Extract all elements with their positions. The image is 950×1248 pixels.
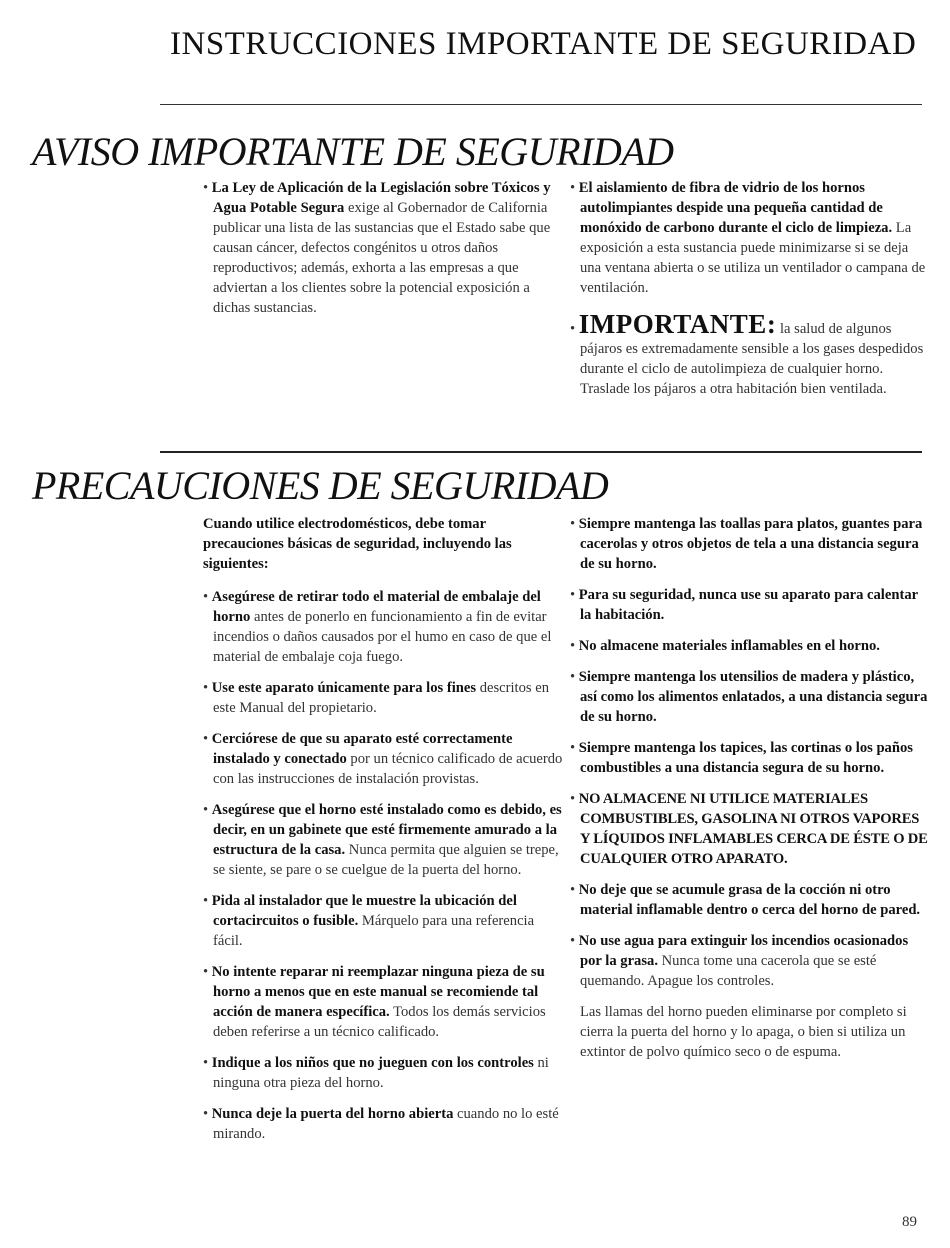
precauciones-left-column: [203, 514, 563, 1155]
aviso-section-title: AVISO IMPORTANTE DE SEGURIDAD: [32, 129, 674, 174]
precaution-text: cuando no lo esté mirando.: [213, 1106, 559, 1142]
aviso-left-column: [203, 178, 563, 329]
precaution-bullet: • Use este aparato únicamente para los fines descritos en este Manual del propietario.: [203, 680, 549, 716]
aviso-bullet-text: exige al Gobernador de California publicar una lista de las sustancias que el Estado sabe que causan cáncer, defectos congénitos u otros daños reproductivos; además, exhorta a las empresas a que adviertan a los clientes sobre la potencial exposición a dichas sustancias.: [213, 200, 551, 316]
aviso-right-column: [570, 178, 930, 410]
precaution-bold-text: Para su seguridad, nunca use su aparato para calentar la habitación.: [578, 587, 918, 623]
precauciones-right-list: [570, 514, 930, 991]
precaution-bold-text: Cerciórese de que su aparato esté correctamente instalado y conectado: [211, 731, 513, 767]
aviso-bullet-california: • La Ley de Aplicación de la Legislación sobre Tóxicos y Agua Potable Segura exige al Gobernador de California publicar una lista de las sustancias que el Estado sabe que causan cáncer, defectos congénitos u otros daños reproductivos; además, exhorta a las empresas a que adviertan a los clientes sobre la potencial exposición a dichas sustancias.: [203, 180, 551, 316]
precaution-bullet: • Siempre mantenga los tapices, las cortinas o los paños combustibles a una distancia segura de su horno.: [570, 740, 913, 776]
precauciones-section-title: PRECAUCIONES DE SEGURIDAD: [32, 463, 609, 508]
aviso-bullet-fiberglass: • El aislamiento de fibra de vidrio de los hornos autolimpiantes despide una pequeña cantidad de monóxido de carbono durante el ciclo de limpieza. La exposición a esta sustancia puede minimizarse si se deja una ventana abierta o se utiliza un ventilador o campana de ventilación.: [570, 180, 926, 296]
precaution-bullet: • Para su seguridad, nunca use su aparato para calentar la habitación.: [570, 587, 918, 623]
precaution-text: Nunca permita que alguien se trepe, se siente, se pare o se cuelgue de la puerta del horno.: [213, 842, 559, 878]
precaution-bold-text: Asegúrese que el horno esté instalado como es debido, es decir, en un gabinete que esté firmemente amurado a la estructura de la casa.: [211, 802, 562, 858]
precaution-bullet: • Cerciórese de que su aparato esté correctamente instalado y conectado por un técnico calificado de acuerdo con las instrucciones de instalación provistas.: [203, 731, 563, 787]
precaution-bold-text: Siempre mantenga las toallas para platos, guantes para cacerolas y otros objetos de tela a una distancia segura de su horno.: [578, 516, 923, 572]
important-label: IMPORTANTE:: [578, 309, 777, 339]
precaution-bullet: • NO ALMACENE NI UTILICE MATERIALES COMBUSTIBLES, GASOLINA NI OTROS VAPORES Y LÍQUIDOS INFLAMABLES CERCA DE ÉSTE O DE CUALQUIER OTRO APARATO.: [570, 791, 928, 867]
precaution-bold-text: Use este aparato únicamente para los fines: [211, 680, 477, 696]
precaution-bullet: • No deje que se acumule grasa de la cocción ni otro material inflamable dentro o cerca del horno de pared.: [570, 882, 921, 918]
precauciones-closing: Las llamas del horno pueden eliminarse por completo si cierra la puerta del horno y lo apaga, o bien si utiliza un extintor de polvo químico seco o de espuma.: [580, 1004, 907, 1060]
precaution-text: Todos los demás servicios deben referirse a un técnico calificado.: [213, 1004, 546, 1040]
aviso-bullet-bold: La Ley de Aplicación de la Legislación sobre Tóxicos y Agua Potable Segura: [211, 180, 551, 216]
precaution-text: ni ninguna otra pieza del horno.: [213, 1055, 549, 1091]
precaution-bullet: • Nunca deje la puerta del horno abierta cuando no lo esté mirando.: [203, 1106, 559, 1142]
precaution-bold-text: Indique a los niños que no jueguen con los controles: [211, 1055, 534, 1071]
page-number: 89: [902, 1214, 917, 1230]
precauciones-right-column: [570, 514, 930, 1073]
precaution-text: antes de ponerlo en funcionamiento a fin de evitar incendios o daños causados por el humo en caso de que el material de embalaje coja fuego.: [213, 609, 552, 665]
header-divider: [160, 104, 922, 105]
precauciones-intro: Cuando utilice electrodomésticos, debe tomar precauciones básicas de seguridad, incluyendo las siguientes:: [203, 516, 512, 572]
section-divider: [160, 451, 922, 453]
precaution-bullet: • Asegúrese de retirar todo el material de embalaje del horno antes de ponerlo en funcionamiento a fin de evitar incendios o daños causados por el humo en caso de que el material de embalaje coja fuego.: [203, 589, 552, 665]
precaution-bold-text: Pida al instalador que le muestre la ubicación del cortacircuitos o fusible.: [211, 893, 517, 929]
aviso-important-note: • IMPORTANTE: la salud de algunos pájaros es extremadamente sensible a los gases despedidos durante el ciclo de autolimpieza de cualquier horno. Traslade los pájaros a otra habitación bien ventilada.: [570, 309, 924, 397]
precaution-bullet: • Siempre mantenga las toallas para platos, guantes para cacerolas y otros objetos de tela a una distancia segura de su horno.: [570, 516, 923, 572]
precaution-bold-text: No deje que se acumule grasa de la cocción ni otro material inflamable dentro o cerca del horno de pared.: [578, 882, 921, 918]
precaution-text: Márquelo para una referencia fácil.: [213, 913, 535, 949]
precaution-text: Nunca tome una cacerola que se esté quemando. Apague los controles.: [580, 953, 877, 989]
page-header-title: INSTRUCCIONES IMPORTANTE DE SEGURIDAD: [170, 26, 917, 62]
precaution-text: descritos en este Manual del propietario.: [213, 680, 549, 716]
precauciones-left-list: [203, 587, 563, 1144]
precaution-bold-text: No use agua para extinguir los incendios ocasionados por la grasa.: [578, 933, 909, 969]
precaution-text: por un técnico calificado de acuerdo con las instrucciones de instalación provistas.: [213, 751, 563, 787]
aviso-bullet-text: La exposición a esta sustancia puede minimizarse si se deja una ventana abierta o se utiliza un ventilador o campana de ventilación.: [580, 220, 926, 296]
precaution-bold-text: NO ALMACENE NI UTILICE MATERIALES COMBUSTIBLES, GASOLINA NI OTROS VAPORES Y LÍQUIDOS INFLAMABLES CERCA DE ÉSTE O DE CUALQUIER OTRO APARATO.: [578, 791, 928, 867]
precaution-bullet: • No intente reparar ni reemplazar ninguna pieza de su horno a menos que en este manual se recomiende tal acción de manera específica. Todos los demás servicios deben referirse a un técnico calificado.: [203, 964, 546, 1040]
precaution-bullet: • Asegúrese que el horno esté instalado como es debido, es decir, en un gabinete que esté firmemente amurado a la estructura de la casa. Nunca permita que alguien se trepe, se siente, se pare o se cuelgue de la puerta del horno.: [203, 802, 562, 878]
precaution-bold-text: Siempre mantenga los utensilios de madera y plástico, así como los alimentos enlatados, a una distancia segura de su horno.: [578, 669, 928, 725]
precaution-bold-text: No almacene materiales inflamables en el horno.: [578, 638, 880, 654]
precaution-bullet: • Pida al instalador que le muestre la ubicación del cortacircuitos o fusible. Márquelo para una referencia fácil.: [203, 893, 535, 949]
precaution-bold-text: Nunca deje la puerta del horno abierta: [211, 1106, 454, 1122]
precaution-bullet: • No almacene materiales inflamables en el horno.: [570, 638, 880, 654]
important-text: la salud de algunos pájaros es extremadamente sensible a los gases despedidos durante el ciclo de autolimpieza de cualquier horno. Traslade los pájaros a otra habitación bien ventilada.: [580, 321, 924, 397]
precaution-bold-text: Siempre mantenga los tapices, las cortinas o los paños combustibles a una distancia segura de su horno.: [578, 740, 913, 776]
precaution-bullet: • Siempre mantenga los utensilios de madera y plástico, así como los alimentos enlatados, a una distancia segura de su horno.: [570, 669, 928, 725]
precaution-bold-text: No intente reparar ni reemplazar ninguna pieza de su horno a menos que en este manual se recomiende tal acción de manera específica.: [211, 964, 545, 1020]
precaution-bullet: • No use agua para extinguir los incendios ocasionados por la grasa. Nunca tome una cacerola que se esté quemando. Apague los controles.: [570, 933, 909, 989]
precaution-bullet: • Indique a los niños que no jueguen con los controles ni ninguna otra pieza del horno.: [203, 1055, 549, 1091]
precaution-bold-text: Asegúrese de retirar todo el material de embalaje del horno: [211, 589, 541, 625]
aviso-bullet-bold: El aislamiento de fibra de vidrio de los hornos autolimpiantes despide una pequeña cantidad de monóxido de carbono durante el ciclo de limpieza.: [578, 180, 893, 236]
